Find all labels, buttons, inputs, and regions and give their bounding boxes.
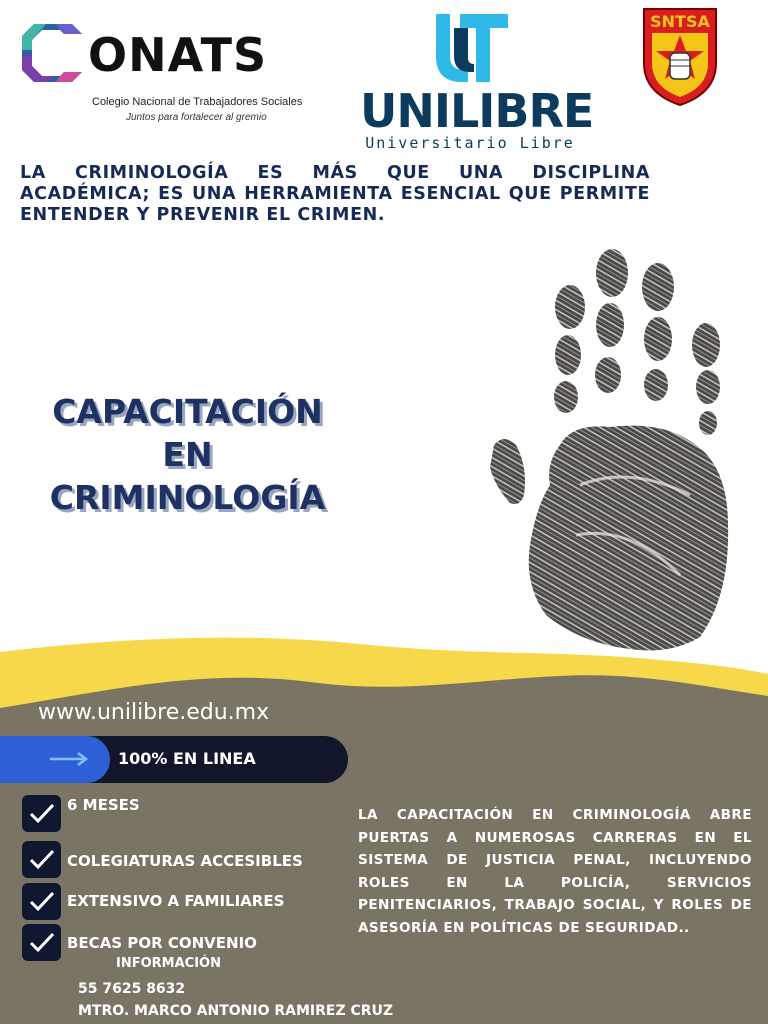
title-line-3: CRIMINOLOGÍA <box>49 478 326 517</box>
phone-number[interactable]: 55 7625 8632 <box>78 981 186 997</box>
handprint-illustration <box>480 245 750 655</box>
feature-label: COLEGIATURAS ACCESIBLES <box>67 852 303 870</box>
list-item <box>22 838 342 880</box>
checkmark-icon <box>22 795 61 832</box>
conats-c-logo-icon <box>20 20 86 86</box>
title-line-2: EN <box>162 435 213 474</box>
unilibre-ut-mark-icon <box>430 8 510 88</box>
feature-label: BECAS POR CONVENIO <box>67 934 257 952</box>
feature-label: 6 MESES <box>67 796 140 814</box>
online-badge <box>0 736 348 783</box>
sntsa-shield-logo <box>640 5 720 109</box>
checkmark-icon <box>22 924 61 961</box>
list-item <box>22 792 342 834</box>
arrow-right-icon <box>48 749 92 769</box>
unilibre-logo <box>360 8 594 156</box>
description-text: LA CAPACITACIÓN EN CRIMINOLOGÍA ABRE PUERTAS A NUMEROSAS CARRERAS EN EL SISTEMA DE JUSTICIA PENAL, INCLUYENDO ROLES EN LA POLICÍA, SERVICIOS PENITENCIARIOS, TRABAJO SOCIAL, Y ROLES DE ASESORÍA EN POLÍTICAS DE SEGURIDAD.. <box>358 807 752 936</box>
feature-label: EXTENSIVO A FAMILIARES <box>67 892 285 910</box>
list-item <box>22 880 342 922</box>
conats-wordmark: ONATS <box>88 28 268 82</box>
title-line-1: CAPACITACIÓN <box>52 392 323 431</box>
unilibre-wordmark: UNILIBRE <box>360 84 594 138</box>
checkmark-icon <box>22 883 61 920</box>
unilibre-subtitle: Universitario Libre <box>365 134 575 152</box>
checkmark-icon <box>22 841 61 878</box>
info-label: INFORMACIÓN <box>116 956 221 971</box>
intro-text: LA CRIMINOLOGÍA ES MÁS QUE UNA DISCIPLINA ACADÉMICA; ES UNA HERRAMIENTA ESENCIAL QUE PERMITE ENTENDER Y PREVENIR EL CRIMEN. <box>20 163 650 225</box>
conats-logo <box>20 20 320 130</box>
page-title <box>10 390 365 519</box>
feature-list <box>22 792 342 964</box>
website-url[interactable]: www.unilibre.edu.mx <box>38 700 270 725</box>
online-label: 100% EN LINEA <box>118 749 256 768</box>
sntsa-text: SNTSA <box>650 12 710 31</box>
conats-full-name: Colegio Nacional de Trabajadores Sociales <box>92 96 303 108</box>
conats-tagline: Juntos para fortalecer al gremio <box>126 112 267 123</box>
contact-name: MTRO. MARCO ANTONIO RAMIREZ CRUZ <box>78 1003 394 1019</box>
